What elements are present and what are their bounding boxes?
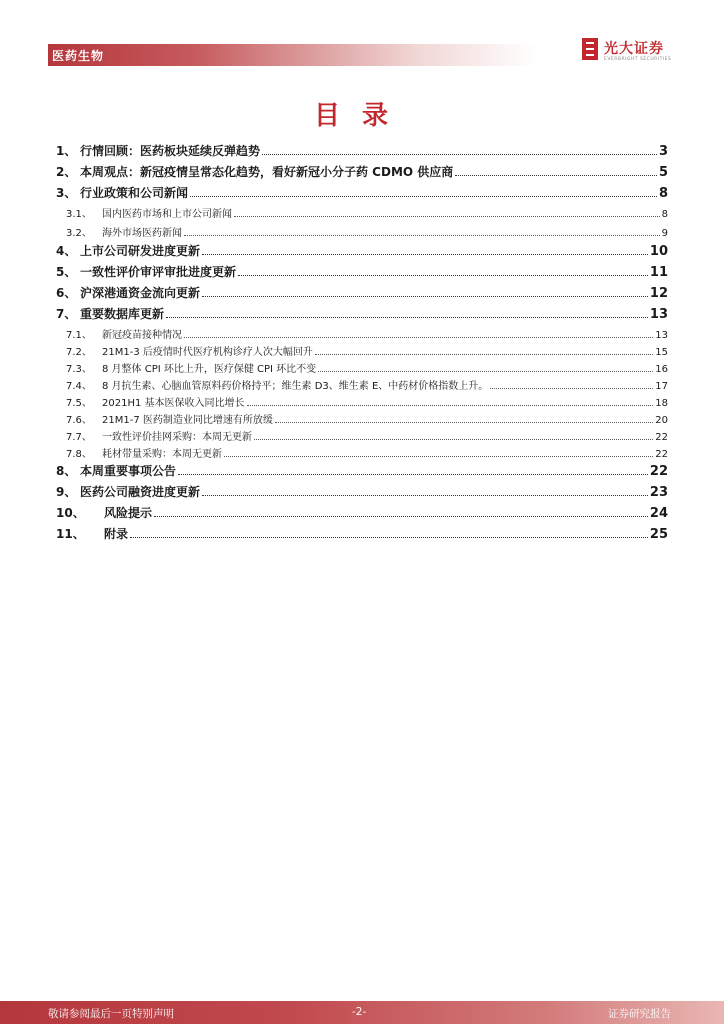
footer-disclaimer: 敬请参阅最后一页特别声明 bbox=[48, 1008, 174, 1020]
toc-entry-label: 本周观点：新冠疫情呈常态化趋势，看好新冠小分子药 CDMO 供应商 bbox=[80, 165, 454, 179]
toc-leader bbox=[318, 371, 653, 372]
toc-entry[interactable] bbox=[56, 263, 668, 280]
toc-leader bbox=[490, 388, 653, 389]
toc-entry-page: 13 bbox=[649, 307, 668, 322]
toc-entry-label: 海外市场医药新闻 bbox=[102, 228, 182, 239]
toc-leader bbox=[190, 196, 657, 197]
toc-entry-label: 2021H1 基本医保收入同比增长 bbox=[102, 398, 245, 409]
toc-entry-page: 8 bbox=[661, 209, 668, 220]
toc-entry[interactable] bbox=[56, 284, 668, 301]
toc-entry-number: 1、 bbox=[56, 144, 77, 158]
toc-entry-label: 新冠疫苗接种情况 bbox=[102, 330, 182, 341]
toc-entry-number: 7、 bbox=[56, 307, 77, 321]
toc-entry[interactable] bbox=[56, 184, 668, 201]
toc-leader bbox=[202, 495, 648, 496]
toc-entry-page: 8 bbox=[658, 186, 668, 201]
header-band bbox=[48, 44, 536, 66]
toc-entry-label: 21M1-7 医药制造业同比增速有所放缓 bbox=[102, 415, 273, 426]
toc-subentry[interactable] bbox=[56, 343, 668, 358]
toc-subentry[interactable] bbox=[56, 377, 668, 392]
toc-entry-number: 7.6、 bbox=[66, 415, 92, 426]
toc-entry[interactable] bbox=[56, 462, 668, 479]
toc-entry-page: 22 bbox=[649, 464, 668, 479]
brand-subtitle: EVERBRIGHT SECURITIES bbox=[604, 57, 672, 62]
toc-entry-label: 国内医药市场和上市公司新闻 bbox=[102, 209, 232, 220]
toc-entry-number: 11、 bbox=[56, 527, 85, 541]
toc-leader bbox=[224, 456, 653, 457]
brand-logo-icon bbox=[582, 38, 598, 60]
toc-subentry[interactable] bbox=[56, 445, 668, 460]
toc-subentry[interactable] bbox=[56, 224, 668, 239]
toc-entry-label: 医药公司融资进度更新 bbox=[80, 485, 201, 499]
toc-entry-number: 8、 bbox=[56, 464, 77, 478]
toc-entry-page: 9 bbox=[661, 228, 668, 239]
toc-entry-number: 7.7、 bbox=[66, 432, 92, 443]
toc-entry-page: 17 bbox=[655, 381, 668, 392]
toc-entry[interactable] bbox=[56, 483, 668, 500]
toc-entry[interactable] bbox=[56, 305, 668, 322]
toc-entry-page: 20 bbox=[655, 415, 668, 426]
toc-entry-number: 4、 bbox=[56, 244, 77, 258]
footer-report-type: 证券研究报告 bbox=[608, 1008, 671, 1020]
toc-entry[interactable] bbox=[56, 525, 668, 542]
toc-leader bbox=[184, 235, 660, 236]
toc-entry-number: 7.5、 bbox=[66, 398, 92, 409]
toc-entry-label: 耗材带量采购：本周无更新 bbox=[102, 449, 222, 460]
toc-entry-page: 11 bbox=[649, 265, 668, 280]
toc-entry-number: 7.4、 bbox=[66, 381, 92, 392]
toc-entry-page: 10 bbox=[649, 244, 668, 259]
toc-entry-number: 7.3、 bbox=[66, 364, 92, 375]
toc-subentry[interactable] bbox=[56, 326, 668, 341]
toc-subentry[interactable] bbox=[56, 411, 668, 426]
toc-entry-number: 5、 bbox=[56, 265, 77, 279]
toc-entry-page: 15 bbox=[655, 347, 668, 358]
toc-leader bbox=[254, 439, 653, 440]
toc-leader bbox=[234, 216, 660, 217]
toc-leader bbox=[455, 175, 657, 176]
section-label: 医药生物 bbox=[52, 49, 105, 63]
toc-entry-label: 一致性评价挂网采购：本周无更新 bbox=[102, 432, 252, 443]
toc-entry-label: 8 月整体 CPI 环比上升，医疗保健 CPI 环比不变 bbox=[102, 364, 317, 375]
toc-entry-page: 3 bbox=[658, 144, 668, 159]
toc-entry-label: 行情回顾：医药板块延续反弹趋势 bbox=[80, 144, 261, 158]
toc-entry[interactable] bbox=[56, 504, 668, 521]
toc-entry-label: 附录 bbox=[104, 527, 129, 541]
toc-entry-page: 24 bbox=[649, 506, 668, 521]
toc-entry-page: 12 bbox=[649, 286, 668, 301]
toc-subentry[interactable] bbox=[56, 205, 668, 220]
toc-subentry[interactable] bbox=[56, 360, 668, 375]
toc-entry[interactable] bbox=[56, 163, 668, 180]
toc-entry-number: 7.1、 bbox=[66, 330, 92, 341]
toc-entry-label: 行业政策和公司新闻 bbox=[80, 186, 189, 200]
toc-entry-number: 2、 bbox=[56, 165, 77, 179]
toc-entry-number: 10、 bbox=[56, 506, 85, 520]
toc-entry-label: 21M1-3 后疫情时代医疗机构诊疗人次大幅回升 bbox=[102, 347, 313, 358]
brand-logo bbox=[582, 36, 682, 66]
brand-name: 光大证券 bbox=[604, 41, 664, 57]
toc-entry-page: 22 bbox=[655, 432, 668, 443]
toc-leader bbox=[166, 317, 648, 318]
toc-entry-number: 9、 bbox=[56, 485, 77, 499]
toc-entry-page: 5 bbox=[658, 165, 668, 180]
toc-leader bbox=[154, 516, 648, 517]
toc-subentry[interactable] bbox=[56, 428, 668, 443]
toc-entry-label: 8 月抗生素、心脑血管原料药价格持平；维生素 D3、维生素 E、中药材价格指数上升。 bbox=[102, 381, 489, 392]
toc-subentry[interactable] bbox=[56, 394, 668, 409]
toc-leader bbox=[262, 154, 657, 155]
toc-leader bbox=[184, 337, 653, 338]
toc-entry-page: 23 bbox=[649, 485, 668, 500]
toc-entry-number: 3.2、 bbox=[66, 228, 92, 239]
toc-entry-page: 18 bbox=[655, 398, 668, 409]
toc-entry-number: 7.8、 bbox=[66, 449, 92, 460]
toc-entry[interactable] bbox=[56, 242, 668, 259]
toc-leader bbox=[247, 405, 654, 406]
toc-entry-number: 7.2、 bbox=[66, 347, 92, 358]
toc-entry-label: 重要数据库更新 bbox=[80, 307, 165, 321]
toc-entry-label: 一致性评价审评审批进度更新 bbox=[80, 265, 237, 279]
toc-entry-number: 6、 bbox=[56, 286, 77, 300]
toc-entry-page: 13 bbox=[655, 330, 668, 341]
toc-entry[interactable] bbox=[56, 142, 668, 159]
toc-title: 目录 bbox=[313, 101, 410, 131]
toc-entry-page: 25 bbox=[649, 527, 668, 542]
toc-entry-label: 本周重要事项公告 bbox=[80, 464, 177, 478]
toc-entry-page: 22 bbox=[655, 449, 668, 460]
toc-leader bbox=[238, 275, 648, 276]
toc-leader bbox=[275, 422, 653, 423]
toc-entry-number: 3.1、 bbox=[66, 209, 92, 220]
footer-page-number: -2- bbox=[352, 1006, 367, 1018]
toc-entry-label: 风险提示 bbox=[104, 506, 153, 520]
toc-entry-page: 16 bbox=[655, 364, 668, 375]
toc-leader bbox=[130, 537, 648, 538]
toc-leader bbox=[178, 474, 648, 475]
toc-leader bbox=[202, 296, 648, 297]
toc-entry-label: 上市公司研发进度更新 bbox=[80, 244, 201, 258]
toc-entry-label: 沪深港通资金流向更新 bbox=[80, 286, 201, 300]
toc-entry-number: 3、 bbox=[56, 186, 77, 200]
toc-leader bbox=[315, 354, 653, 355]
toc-leader bbox=[202, 254, 648, 255]
